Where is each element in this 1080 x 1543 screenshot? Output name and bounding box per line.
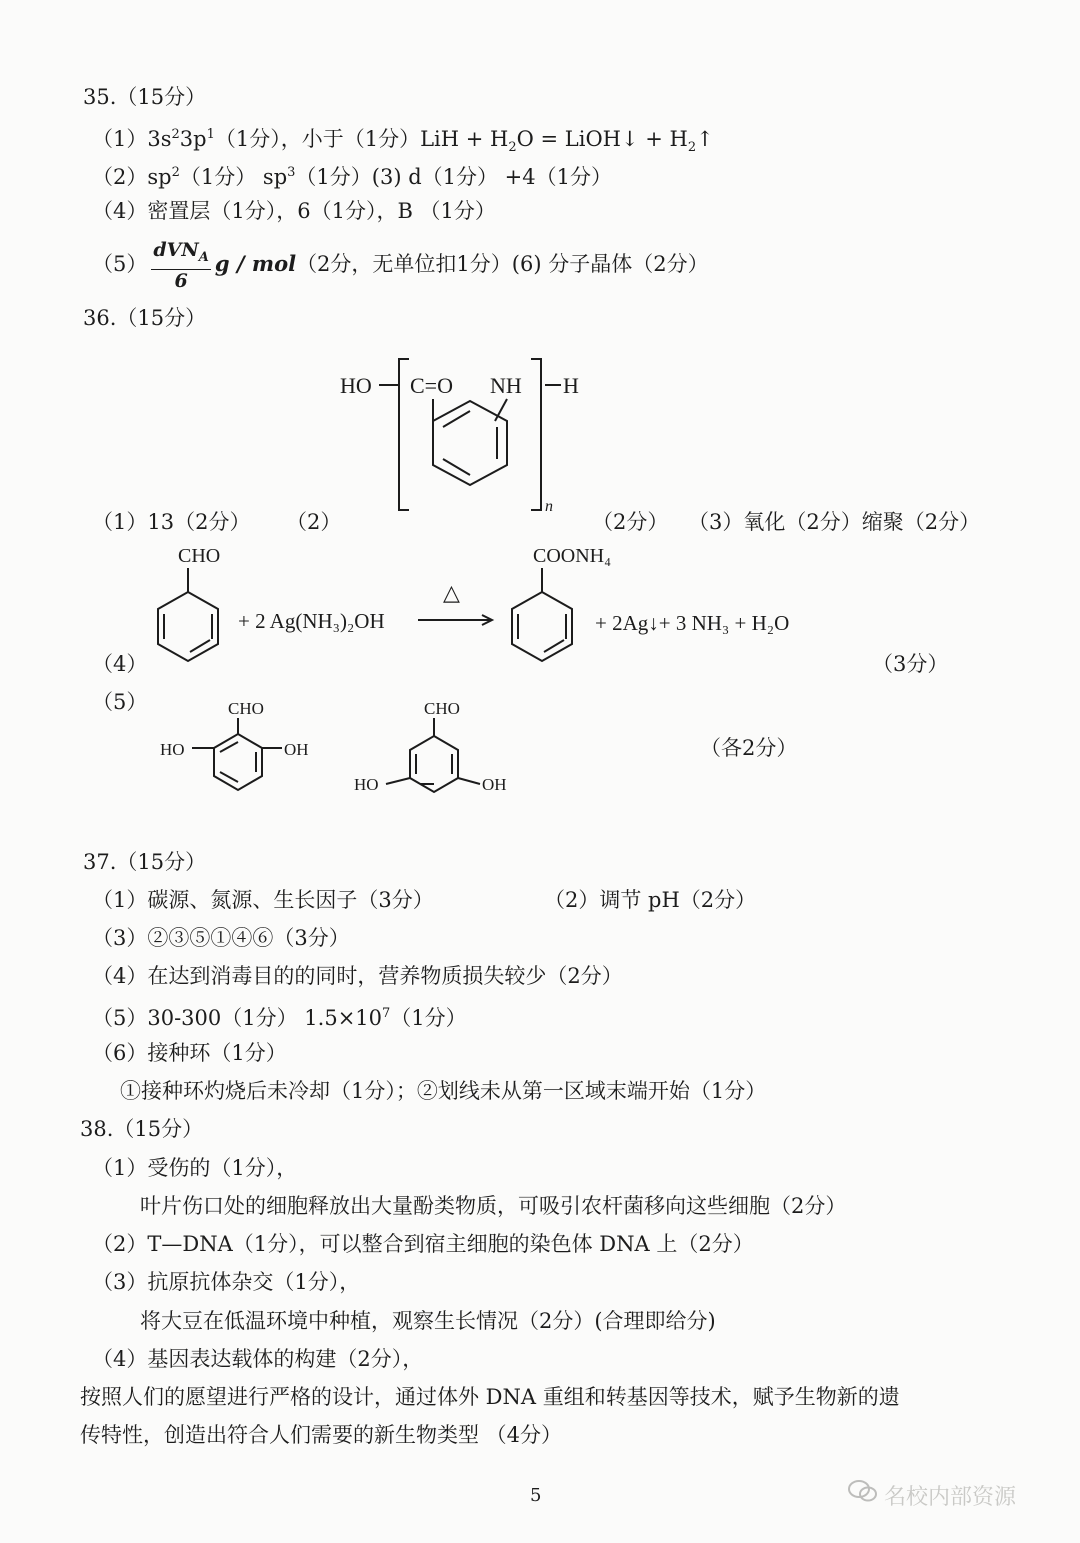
q36-line-5-number: （5）: [92, 690, 148, 714]
q38-header: 38.（15分）: [80, 1117, 204, 1141]
watermark-text: 名校内部资源: [884, 1485, 1017, 1510]
q38-line-2: （2）T—DNA（1分），可以整合到宿主细胞的染色体 DNA 上（2分）: [92, 1232, 754, 1256]
q35-line-1: $(1)3s^23p^1(1$分），小于（1分）$LiH + H_2O$ = LiOH↓ + $H_2↑$: [92, 127, 714, 156]
isomer2-oh-label: OH: [482, 775, 507, 794]
page-number: 5: [530, 1485, 542, 1506]
reagent-label: + 2 Ag(NH₃)₂OH: [238, 609, 385, 633]
q35-line-3: （4）密置层（1分），6（1分），B （1分）: [92, 199, 496, 223]
products-label: + 2Ag↓+ 3 NH₃ + H₂O: [595, 611, 790, 635]
q38-line-3b: 将大豆在低温环境中种植，观察生长情况（2分）(合理即给分): [140, 1309, 716, 1333]
q37-line-7: ①接种环灼烧后未冷却（1分）；②划线未从第一区域末端开始（1分）: [120, 1079, 767, 1103]
polymer-h-label: H: [563, 373, 579, 398]
q37-header: 37.（15分）: [83, 850, 207, 874]
q38-line-4: （4）基因表达载体的构建（2分），: [92, 1347, 424, 1371]
q38-line-1: （1）受伤的（1分），: [92, 1156, 298, 1180]
isomer1-oh-label: OH: [284, 740, 309, 759]
q37-line-3: （3）②③⑤①④⑥（3分）: [92, 926, 350, 950]
q36-line-4-number: （4）: [92, 652, 148, 676]
heat-symbol: △: [443, 580, 460, 605]
q36-line-1c: （2分）: [592, 510, 669, 534]
q36-line-5-score: （各2分）: [700, 736, 798, 760]
silver-mirror-reaction: [150, 540, 870, 670]
q36-line-1d: （3）氧化（2分）缩聚（2分）: [688, 510, 981, 534]
polymer-co-label: C=O: [410, 373, 453, 398]
q35-line-5: （5） $\frac{dVN_A}{6}$ g / mol（2分，无单位扣1分）(6) 分子晶体（2分）: [92, 239, 709, 292]
q35-line-2: $(2)sp^2(1$分） $sp^3(1$分）(3) d（1分） +4（1分）: [92, 165, 613, 189]
isomer-structures: [150, 690, 550, 810]
wechat-icon: [848, 1478, 878, 1504]
polymer-nh-label: NH: [490, 373, 522, 398]
polymer-structure: [335, 355, 595, 520]
polymer-n-label: n: [545, 498, 553, 515]
density-fraction: $\frac{dVN_A}{6}$: [153, 239, 209, 292]
product-coonh4-label: COONH₄: [533, 545, 612, 567]
q38-line-1b: 叶片伤口处的细胞释放出大量酚类物质，可吸引农杆菌移向这些细胞（2分）: [140, 1194, 847, 1218]
q37-line-1: （1）碳源、氮源、生长因子（3分）: [92, 888, 434, 912]
reactant-benzene-ring: [158, 592, 218, 661]
q37-line-5: （5）30-300（1分） $1.5\times 10^7(1$分）: [92, 1006, 467, 1030]
q37-line-2: （2）调节 pH（2分）: [544, 888, 757, 912]
q38-line-5: 按照人们的愿望进行严格的设计，通过体外 DNA 重组和转基因等技术，赋予生物新的遗: [80, 1385, 900, 1409]
q38-line-6: 传特性，创造出符合人们需要的新生物类型 （4分）: [80, 1423, 563, 1447]
q36-line-1a: （1）13（2分）: [92, 510, 251, 534]
isomer2-ho-label: HO: [354, 775, 379, 794]
q37-line-6: （6）接种环（1分）: [92, 1041, 287, 1065]
polymer-ho-label: HO: [340, 373, 372, 398]
q35-header: 35.（15分）: [83, 85, 207, 109]
product-benzene-ring: [512, 592, 572, 661]
q37-line-4: （4）在达到消毒目的的同时，营养物质损失较少（2分）: [92, 964, 623, 988]
q36-line-4-score: （3分）: [872, 652, 949, 676]
polymer-benzene-ring: [433, 401, 507, 485]
reactant-cho-label: CHO: [178, 545, 221, 567]
q36-line-1b: （2）: [286, 510, 342, 534]
isomer2-cho-label: CHO: [424, 699, 460, 718]
isomer1-cho-label: CHO: [228, 699, 264, 718]
q38-line-3: （3）抗原抗体杂交（1分），: [92, 1270, 361, 1294]
q36-header: 36.（15分）: [83, 306, 207, 330]
isomer1-ho-label: HO: [160, 740, 185, 759]
